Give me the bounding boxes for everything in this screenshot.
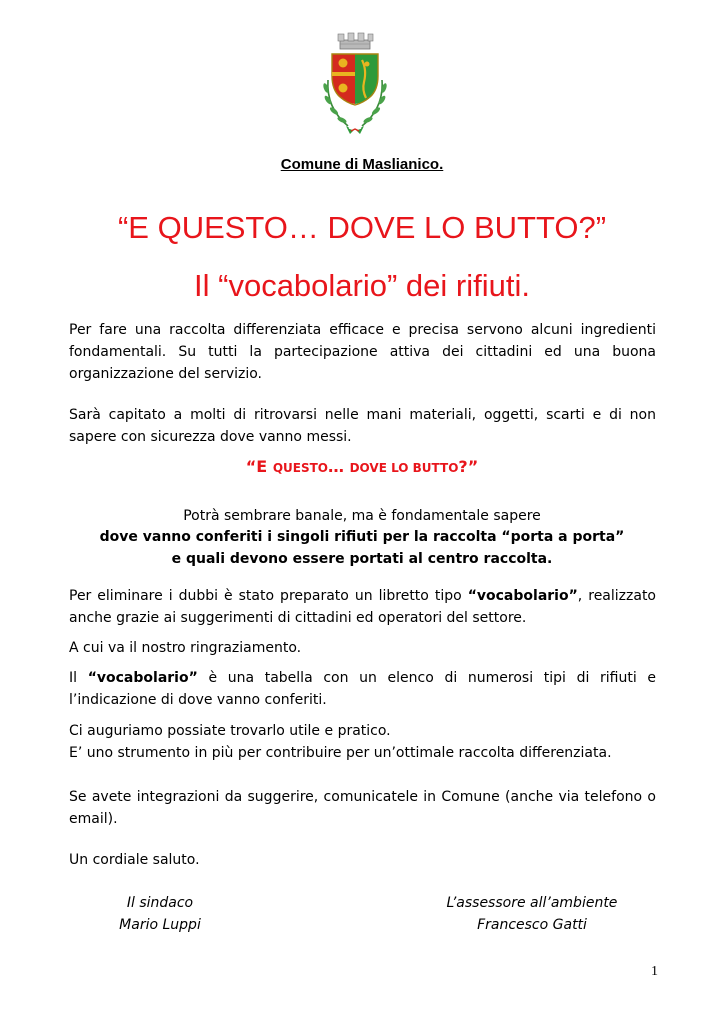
notice-line-3: e quali devono essere portati al centro raccolta. <box>171 551 553 567</box>
page-number: 1 <box>651 964 658 979</box>
body-paragraph-thanks: A cui va il nostro ringraziamento. <box>69 640 302 656</box>
shield-icon <box>332 54 378 105</box>
section-heading <box>0 457 724 476</box>
booklet-text-end: , realizzato anche grazie ai suggerimenti di cittadini ed operatori del settore. <box>69 588 656 626</box>
body-paragraph-wishes-1: Ci auguriamo possiate trovarlo utile e pratico. <box>69 723 391 739</box>
main-title: “E QUESTO… DOVE LO BUTTO?” <box>117 210 607 245</box>
signature-left-name: Mario Luppi <box>119 917 201 933</box>
municipality-name: Comune di Maslianico. <box>280 156 444 173</box>
body-paragraph-booklet <box>69 585 656 629</box>
table-text-start: Il <box>69 670 88 686</box>
notice-line-2: dove vanno conferiti i singoli rifiuti per la raccolta “porta a porta” <box>99 529 625 545</box>
body-paragraph-suggestions: Se avete integrazioni da suggerire, comunicatele in Comune (anche via telefono o email). <box>69 789 656 827</box>
section-heading-close: ?” <box>458 457 479 476</box>
booklet-vocabolario-bold: “vocabolario” <box>467 588 578 604</box>
section-heading-ellipsis: … <box>327 457 344 476</box>
section-heading-word2: DOVE LO BUTTO <box>349 461 459 475</box>
section-heading-open: “E <box>245 457 268 476</box>
signature-right-role: L’assessore all’ambiente <box>446 895 618 911</box>
signature-right-name: Francesco Gatti <box>477 917 587 933</box>
section-heading-word1: QUESTO <box>272 461 328 475</box>
booklet-text-start: Per eliminare i dubbi è stato preparato un libretto tipo <box>69 588 468 604</box>
table-vocabolario-bold: “vocabolario” <box>87 670 198 686</box>
signature-left-role: Il sindaco <box>126 895 194 911</box>
intro-paragraph-2: Sarà capitato a molti di ritrovarsi nelle mani materiali, oggetti, scarti e di non sapere con sicurezza dove vanno messi. <box>69 407 656 445</box>
main-subtitle: Il “vocabolario” dei rifiuti. <box>194 268 530 303</box>
coat-of-arms-icon <box>318 30 392 146</box>
notice-line-1: Potrà sembrare banale, ma è fondamentale sapere <box>183 508 541 524</box>
body-paragraph-wishes-2: E’ uno strumento in più per contribuire per un’ottimale raccolta differenziata. <box>69 745 612 761</box>
body-paragraph-greeting: Un cordiale saluto. <box>69 852 200 868</box>
intro-paragraph-1: Per fare una raccolta differenziata efficace e precisa servono alcuni ingredienti fondamentali. Su tutti la partecipazione attiva dei cittadini ed una buona organizzazione del servizio. <box>69 322 656 382</box>
body-paragraph-table <box>69 667 656 711</box>
table-text-end: è una tabella con un elenco di numerosi tipi di rifiuti e l’indicazione di dove vanno conferiti. <box>69 670 656 708</box>
crown-icon <box>338 33 373 49</box>
